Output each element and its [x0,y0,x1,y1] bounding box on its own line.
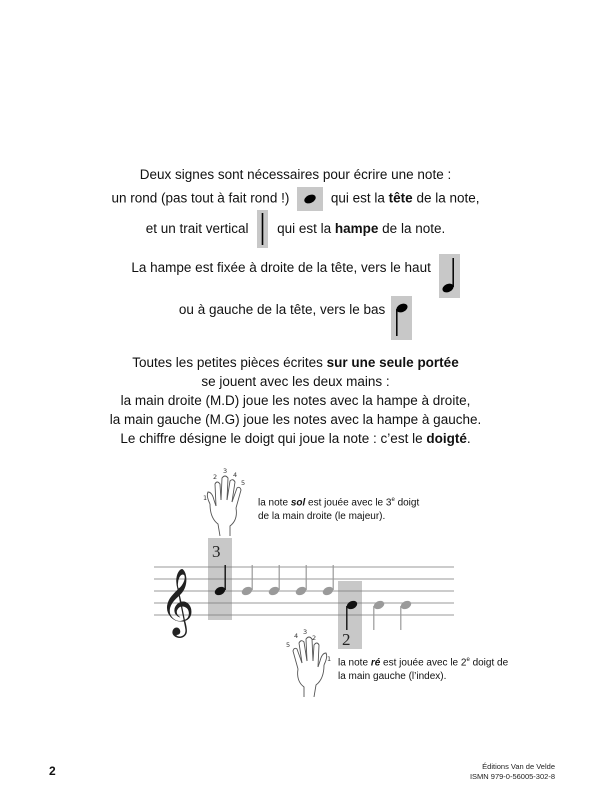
fingering-2: 2 [342,630,351,649]
hands-line-5: Le chiffre désigne le doigt qui joue la note : c’est le doigté. [120,431,471,446]
right-finger-1: 1 [203,494,208,502]
left-finger-3: 3 [303,628,308,636]
fingering-3: 3 [212,542,221,561]
right-finger-3: 3 [223,467,228,475]
hands-line-4: la main gauche (M.G) joue les notes avec la hampe à gauche. [109,412,482,427]
left-hand-illustration [278,627,334,697]
hands-line-3: la main droite (M.D) joue les notes avec la hampe à droite, [120,393,471,408]
right-hand-illustration [200,466,256,536]
intro-line-2: un rond (pas tout à fait rond !) qui est la tête de la note, [0,187,591,211]
quarter-note-stem-up-icon [439,254,460,298]
intro-line-4: La hampe est fixée à droite de la tête, vers le haut [0,238,591,282]
left-finger-2: 2 [312,634,317,642]
stem-up-example [439,254,460,298]
stem-down-example [391,296,412,340]
note-head-example [297,187,323,211]
intro-line-1: Deux signes sont nécessaires pour écrire une note : [139,167,452,182]
publisher-info: Éditions Van de Velde ISMN 979-0-56005-302-8 [469,762,555,781]
note-grey-1 [240,565,253,597]
left-finger-5: 5 [286,641,291,649]
right-finger-4: 4 [233,471,238,479]
right-hand-caption: la note sol est jouée avec le 3e doigt de la main droite (le majeur). [258,497,420,523]
note-grey-3 [294,565,307,597]
hands-line-2: se jouent avec les deux mains : [201,374,390,389]
right-finger-2: 2 [213,473,218,481]
note-head-icon [297,187,323,211]
note-grey-4 [321,565,334,597]
left-finger-4: 4 [294,632,299,640]
left-finger-1: 1 [327,655,332,663]
hands-line-1: Toutes les petites pièces écrites sur une seule portée [132,355,459,370]
intro-line-5: ou à gauche de la tête, vers le bas [0,296,591,340]
page-number: 2 [49,764,56,778]
treble-clef-icon: 𝄞 [160,567,195,635]
note-grey-2 [267,565,280,597]
right-finger-5: 5 [241,479,246,487]
intro-line-3: et un trait vertical qui est la hampe de la note. [0,210,591,248]
left-hand-caption: la note ré est jouée avec le 2e doigt de la main gauche (l’index). [338,657,509,683]
quarter-note-stem-down-icon [391,296,412,340]
